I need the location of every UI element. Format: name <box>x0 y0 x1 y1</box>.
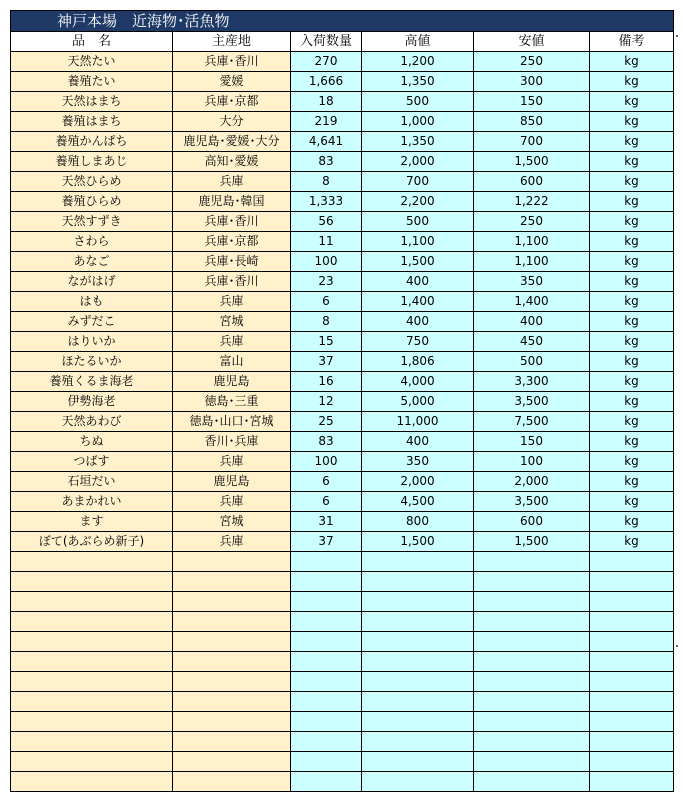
cell-quantity[interactable]: 6 <box>291 292 362 312</box>
empty-cell[interactable] <box>474 572 590 592</box>
cell-name[interactable]: ます <box>11 512 173 532</box>
cell-high-price[interactable]: 800 <box>362 512 474 532</box>
empty-cell[interactable] <box>474 652 590 672</box>
empty-cell[interactable] <box>11 772 173 792</box>
cell-origin[interactable]: 兵庫 <box>173 172 291 192</box>
cell-note[interactable]: kg <box>590 492 674 512</box>
cell-high-price[interactable]: 1,350 <box>362 132 474 152</box>
table-row <box>11 332 674 352</box>
cell-origin[interactable]: 徳島･三重 <box>173 392 291 412</box>
empty-cell[interactable] <box>291 652 362 672</box>
cell-name[interactable]: 養殖たい <box>11 72 173 92</box>
cell-name[interactable]: 天然はまち <box>11 92 173 112</box>
empty-row <box>11 732 674 752</box>
empty-cell[interactable] <box>590 592 674 612</box>
cell-high-price[interactable]: 2,000 <box>362 152 474 172</box>
cell-name[interactable]: 石垣だい <box>11 472 173 492</box>
cell-note[interactable]: kg <box>590 72 674 92</box>
cell-note[interactable]: kg <box>590 372 674 392</box>
cell-origin[interactable]: 兵庫･香川 <box>173 52 291 72</box>
table-row <box>11 172 674 192</box>
cell-name[interactable]: 天然あわび <box>11 412 173 432</box>
cell-high-price[interactable]: 1,200 <box>362 52 474 72</box>
cell-high-price[interactable]: 1,000 <box>362 112 474 132</box>
cell-origin[interactable]: 兵庫 <box>173 292 291 312</box>
cell-origin[interactable]: 高知･愛媛 <box>173 152 291 172</box>
empty-cell[interactable] <box>173 612 291 632</box>
cell-low-price[interactable]: 500 <box>474 352 590 372</box>
cell-note[interactable]: kg <box>590 532 674 552</box>
cell-low-price[interactable]: 300 <box>474 72 590 92</box>
empty-cell[interactable] <box>474 712 590 732</box>
empty-cell[interactable] <box>590 552 674 572</box>
cell-high-price[interactable]: 2,000 <box>362 472 474 492</box>
cell-low-price[interactable]: 1,100 <box>474 232 590 252</box>
cell-origin[interactable]: 大分 <box>173 112 291 132</box>
cell-name[interactable]: はりいか <box>11 332 173 352</box>
empty-cell[interactable] <box>362 592 474 612</box>
cell-note[interactable]: kg <box>590 92 674 112</box>
cell-quantity[interactable]: 11 <box>291 232 362 252</box>
cell-low-price[interactable]: 350 <box>474 272 590 292</box>
col-header-quantity: 入荷数量 <box>291 32 362 52</box>
cell-low-price[interactable]: 3,300 <box>474 372 590 392</box>
cell-name[interactable]: あなご <box>11 252 173 272</box>
cell-note[interactable]: kg <box>590 452 674 472</box>
cell-low-price[interactable]: 400 <box>474 312 590 332</box>
cell-quantity[interactable]: 83 <box>291 432 362 452</box>
empty-row <box>11 752 674 772</box>
table-row <box>11 472 674 492</box>
cell-high-price[interactable]: 4,000 <box>362 372 474 392</box>
empty-cell[interactable] <box>173 652 291 672</box>
cell-origin[interactable]: 鹿児島 <box>173 472 291 492</box>
cell-high-price[interactable]: 500 <box>362 92 474 112</box>
cell-name[interactable]: 養殖かんぱち <box>11 132 173 152</box>
cell-note[interactable]: kg <box>590 272 674 292</box>
empty-cell[interactable] <box>291 632 362 652</box>
cell-name[interactable]: 天然すずき <box>11 212 173 232</box>
cell-high-price[interactable]: 1,100 <box>362 232 474 252</box>
cell-low-price[interactable]: 150 <box>474 92 590 112</box>
cell-name[interactable]: 天然たい <box>11 52 173 72</box>
empty-cell[interactable] <box>474 672 590 692</box>
cell-quantity[interactable]: 16 <box>291 372 362 392</box>
empty-cell[interactable] <box>291 552 362 572</box>
cell-low-price[interactable]: 3,500 <box>474 392 590 412</box>
cell-origin[interactable]: 兵庫 <box>173 332 291 352</box>
cell-low-price[interactable]: 700 <box>474 132 590 152</box>
table-row <box>11 372 674 392</box>
cell-name[interactable]: ながはげ <box>11 272 173 292</box>
table-row <box>11 352 674 372</box>
table-body <box>11 52 674 792</box>
col-header-origin: 主産地 <box>173 32 291 52</box>
cell-origin[interactable]: 富山 <box>173 352 291 372</box>
cell-note[interactable]: kg <box>590 52 674 72</box>
empty-row <box>11 692 674 712</box>
empty-cell[interactable] <box>362 552 474 572</box>
cell-quantity[interactable]: 100 <box>291 452 362 472</box>
table-row <box>11 112 674 132</box>
empty-cell[interactable] <box>11 612 173 632</box>
cell-note[interactable]: kg <box>590 212 674 232</box>
empty-row <box>11 612 674 632</box>
empty-cell[interactable] <box>590 632 674 652</box>
cell-high-price[interactable]: 750 <box>362 332 474 352</box>
cell-low-price[interactable]: 1,500 <box>474 532 590 552</box>
cell-high-price[interactable]: 2,200 <box>362 192 474 212</box>
cell-note[interactable]: kg <box>590 392 674 412</box>
empty-cell[interactable] <box>173 552 291 572</box>
cell-low-price[interactable]: 100 <box>474 452 590 472</box>
cell-low-price[interactable]: 1,500 <box>474 152 590 172</box>
empty-cell[interactable] <box>362 652 474 672</box>
cell-origin[interactable]: 兵庫 <box>173 452 291 472</box>
table-row <box>11 52 674 72</box>
cell-quantity[interactable]: 1,333 <box>291 192 362 212</box>
empty-cell[interactable] <box>590 692 674 712</box>
empty-cell[interactable] <box>11 592 173 612</box>
table-row <box>11 292 674 312</box>
empty-cell[interactable] <box>362 572 474 592</box>
cell-name[interactable]: ちぬ <box>11 432 173 452</box>
cell-note[interactable]: kg <box>590 192 674 212</box>
cell-high-price[interactable]: 1,806 <box>362 352 474 372</box>
cell-quantity[interactable]: 4,641 <box>291 132 362 152</box>
cell-low-price[interactable]: 600 <box>474 172 590 192</box>
cell-low-price[interactable]: 850 <box>474 112 590 132</box>
empty-cell[interactable] <box>590 732 674 752</box>
cell-note[interactable]: kg <box>590 432 674 452</box>
table-row <box>11 412 674 432</box>
cell-high-price[interactable]: 1,500 <box>362 252 474 272</box>
empty-cell[interactable] <box>11 652 173 672</box>
cell-name[interactable]: ほたるいか <box>11 352 173 372</box>
header-row <box>11 32 674 52</box>
cell-note[interactable]: kg <box>590 232 674 252</box>
cell-quantity[interactable]: 83 <box>291 152 362 172</box>
empty-row <box>11 672 674 692</box>
cell-high-price[interactable]: 5,000 <box>362 392 474 412</box>
empty-row <box>11 772 674 792</box>
empty-cell[interactable] <box>291 612 362 632</box>
empty-row <box>11 572 674 592</box>
cell-name[interactable]: 養殖しまあじ <box>11 152 173 172</box>
empty-cell[interactable] <box>173 692 291 712</box>
cell-quantity[interactable]: 56 <box>291 212 362 232</box>
table-row <box>11 492 674 512</box>
cell-high-price[interactable]: 4,500 <box>362 492 474 512</box>
cell-note[interactable]: kg <box>590 352 674 372</box>
table-row <box>11 212 674 232</box>
cell-origin[interactable]: 愛媛 <box>173 72 291 92</box>
cell-low-price[interactable]: 1,100 <box>474 252 590 272</box>
cell-quantity[interactable]: 37 <box>291 352 362 372</box>
empty-row <box>11 592 674 612</box>
cell-quantity[interactable]: 219 <box>291 112 362 132</box>
cell-low-price[interactable]: 2,000 <box>474 472 590 492</box>
cell-name[interactable]: 養殖くるま海老 <box>11 372 173 392</box>
cell-name[interactable]: あまかれい <box>11 492 173 512</box>
cell-quantity[interactable]: 25 <box>291 412 362 432</box>
empty-cell[interactable] <box>11 692 173 712</box>
cell-quantity[interactable]: 8 <box>291 172 362 192</box>
cell-low-price[interactable]: 600 <box>474 512 590 532</box>
table-row <box>11 432 674 452</box>
empty-cell[interactable] <box>590 572 674 592</box>
cell-quantity[interactable]: 18 <box>291 92 362 112</box>
table-row <box>11 272 674 292</box>
table-row <box>11 72 674 92</box>
cell-high-price[interactable]: 350 <box>362 452 474 472</box>
cell-low-price[interactable]: 250 <box>474 212 590 232</box>
cell-name[interactable]: 養殖はまち <box>11 112 173 132</box>
cell-origin[interactable]: 兵庫･香川 <box>173 212 291 232</box>
empty-cell[interactable] <box>11 752 173 772</box>
cell-name[interactable]: はも <box>11 292 173 312</box>
cell-note[interactable]: kg <box>590 132 674 152</box>
table-row <box>11 252 674 272</box>
cell-note[interactable]: kg <box>590 332 674 352</box>
empty-cell[interactable] <box>362 712 474 732</box>
empty-cell[interactable] <box>474 552 590 572</box>
table-row <box>11 512 674 532</box>
empty-cell[interactable] <box>11 712 173 732</box>
empty-cell[interactable] <box>474 612 590 632</box>
edge-mark <box>676 645 678 647</box>
cell-note[interactable]: kg <box>590 412 674 432</box>
cell-origin[interactable]: 兵庫･京都 <box>173 232 291 252</box>
table-row <box>11 132 674 152</box>
cell-name[interactable]: 天然ひらめ <box>11 172 173 192</box>
cell-low-price[interactable]: 7,500 <box>474 412 590 432</box>
price-table <box>10 10 674 792</box>
cell-high-price[interactable]: 1,400 <box>362 292 474 312</box>
table-row <box>11 392 674 412</box>
cell-origin[interactable]: 兵庫 <box>173 532 291 552</box>
empty-row <box>11 712 674 732</box>
empty-cell[interactable] <box>590 652 674 672</box>
cell-low-price[interactable]: 3,500 <box>474 492 590 512</box>
title-row <box>11 11 674 32</box>
cell-note[interactable]: kg <box>590 112 674 132</box>
cell-name[interactable]: つばす <box>11 452 173 472</box>
cell-quantity[interactable]: 8 <box>291 312 362 332</box>
empty-cell[interactable] <box>590 612 674 632</box>
empty-cell[interactable] <box>173 772 291 792</box>
empty-cell[interactable] <box>474 752 590 772</box>
table-row <box>11 532 674 552</box>
empty-cell[interactable] <box>291 572 362 592</box>
empty-cell[interactable] <box>291 732 362 752</box>
empty-cell[interactable] <box>173 732 291 752</box>
empty-cell[interactable] <box>362 732 474 752</box>
empty-cell[interactable] <box>362 692 474 712</box>
cell-name[interactable]: 養殖ひらめ <box>11 192 173 212</box>
cell-quantity[interactable]: 1,666 <box>291 72 362 92</box>
cell-low-price[interactable]: 1,222 <box>474 192 590 212</box>
sheet-title: 神戸本場 近海物･活魚物 <box>11 11 674 32</box>
empty-cell[interactable] <box>11 552 173 572</box>
table-row <box>11 452 674 472</box>
cell-high-price[interactable]: 1,350 <box>362 72 474 92</box>
empty-cell[interactable] <box>590 712 674 732</box>
cell-origin[interactable]: 宮城 <box>173 512 291 532</box>
cell-origin[interactable]: 鹿児島･韓国 <box>173 192 291 212</box>
empty-cell[interactable] <box>291 772 362 792</box>
empty-row <box>11 632 674 652</box>
col-header-name: 品 名 <box>11 32 173 52</box>
empty-cell[interactable] <box>11 632 173 652</box>
cell-high-price[interactable]: 500 <box>362 212 474 232</box>
cell-high-price[interactable]: 700 <box>362 172 474 192</box>
empty-cell[interactable] <box>362 632 474 652</box>
empty-cell[interactable] <box>474 632 590 652</box>
cell-low-price[interactable]: 150 <box>474 432 590 452</box>
cell-origin[interactable]: 鹿児島 <box>173 372 291 392</box>
cell-quantity[interactable]: 100 <box>291 252 362 272</box>
table-row <box>11 92 674 112</box>
cell-origin[interactable]: 兵庫･長崎 <box>173 252 291 272</box>
empty-cell[interactable] <box>590 772 674 792</box>
empty-cell[interactable] <box>11 732 173 752</box>
cell-quantity[interactable]: 270 <box>291 52 362 72</box>
cell-name[interactable]: みずだこ <box>11 312 173 332</box>
edge-mark <box>676 35 678 37</box>
cell-origin[interactable]: 兵庫･香川 <box>173 272 291 292</box>
empty-cell[interactable] <box>173 592 291 612</box>
cell-note[interactable]: kg <box>590 292 674 312</box>
cell-note[interactable]: kg <box>590 312 674 332</box>
cell-high-price[interactable]: 1,500 <box>362 532 474 552</box>
empty-cell[interactable] <box>362 672 474 692</box>
cell-quantity[interactable]: 31 <box>291 512 362 532</box>
cell-quantity[interactable]: 15 <box>291 332 362 352</box>
empty-cell[interactable] <box>291 692 362 712</box>
cell-origin[interactable]: 徳島･山口･宮城 <box>173 412 291 432</box>
cell-origin[interactable]: 鹿児島･愛媛･大分 <box>173 132 291 152</box>
cell-high-price[interactable]: 400 <box>362 312 474 332</box>
empty-cell[interactable] <box>173 752 291 772</box>
empty-cell[interactable] <box>474 772 590 792</box>
price-sheet <box>10 10 674 792</box>
empty-cell[interactable] <box>11 672 173 692</box>
table-row <box>11 312 674 332</box>
cell-quantity[interactable]: 12 <box>291 392 362 412</box>
cell-name[interactable]: 伊勢海老 <box>11 392 173 412</box>
empty-cell[interactable] <box>173 632 291 652</box>
cell-quantity[interactable]: 6 <box>291 492 362 512</box>
cell-origin[interactable]: 兵庫 <box>173 492 291 512</box>
col-header-low-price: 安値 <box>474 32 590 52</box>
cell-origin[interactable]: 宮城 <box>173 312 291 332</box>
empty-cell[interactable] <box>173 572 291 592</box>
empty-cell[interactable] <box>173 712 291 732</box>
empty-cell[interactable] <box>11 572 173 592</box>
cell-quantity[interactable]: 23 <box>291 272 362 292</box>
cell-high-price[interactable]: 400 <box>362 432 474 452</box>
empty-cell[interactable] <box>291 752 362 772</box>
empty-cell[interactable] <box>291 592 362 612</box>
cell-origin[interactable]: 兵庫･京都 <box>173 92 291 112</box>
cell-name[interactable]: さわら <box>11 232 173 252</box>
table-row <box>11 232 674 252</box>
empty-cell[interactable] <box>173 672 291 692</box>
empty-cell[interactable] <box>291 672 362 692</box>
empty-cell[interactable] <box>474 732 590 752</box>
empty-cell[interactable] <box>590 672 674 692</box>
empty-row <box>11 652 674 672</box>
table-row <box>11 192 674 212</box>
cell-note[interactable]: kg <box>590 152 674 172</box>
col-header-high-price: 高値 <box>362 32 474 52</box>
cell-quantity[interactable]: 37 <box>291 532 362 552</box>
empty-cell[interactable] <box>291 712 362 732</box>
col-header-note: 備考 <box>590 32 674 52</box>
table-row <box>11 152 674 172</box>
empty-cell[interactable] <box>362 752 474 772</box>
empty-cell[interactable] <box>474 592 590 612</box>
empty-cell[interactable] <box>362 772 474 792</box>
cell-note[interactable]: kg <box>590 252 674 272</box>
cell-quantity[interactable]: 6 <box>291 472 362 492</box>
empty-cell[interactable] <box>474 692 590 712</box>
cell-note[interactable]: kg <box>590 512 674 532</box>
empty-cell[interactable] <box>362 612 474 632</box>
cell-high-price[interactable]: 11,000 <box>362 412 474 432</box>
empty-cell[interactable] <box>590 752 674 772</box>
cell-low-price[interactable]: 1,400 <box>474 292 590 312</box>
cell-origin[interactable]: 香川･兵庫 <box>173 432 291 452</box>
cell-low-price[interactable]: 450 <box>474 332 590 352</box>
cell-note[interactable]: kg <box>590 472 674 492</box>
cell-high-price[interactable]: 400 <box>362 272 474 292</box>
cell-note[interactable]: kg <box>590 172 674 192</box>
empty-row <box>11 552 674 572</box>
cell-low-price[interactable]: 250 <box>474 52 590 72</box>
cell-name[interactable]: ぼて(あぶらめ新子) <box>11 532 173 552</box>
